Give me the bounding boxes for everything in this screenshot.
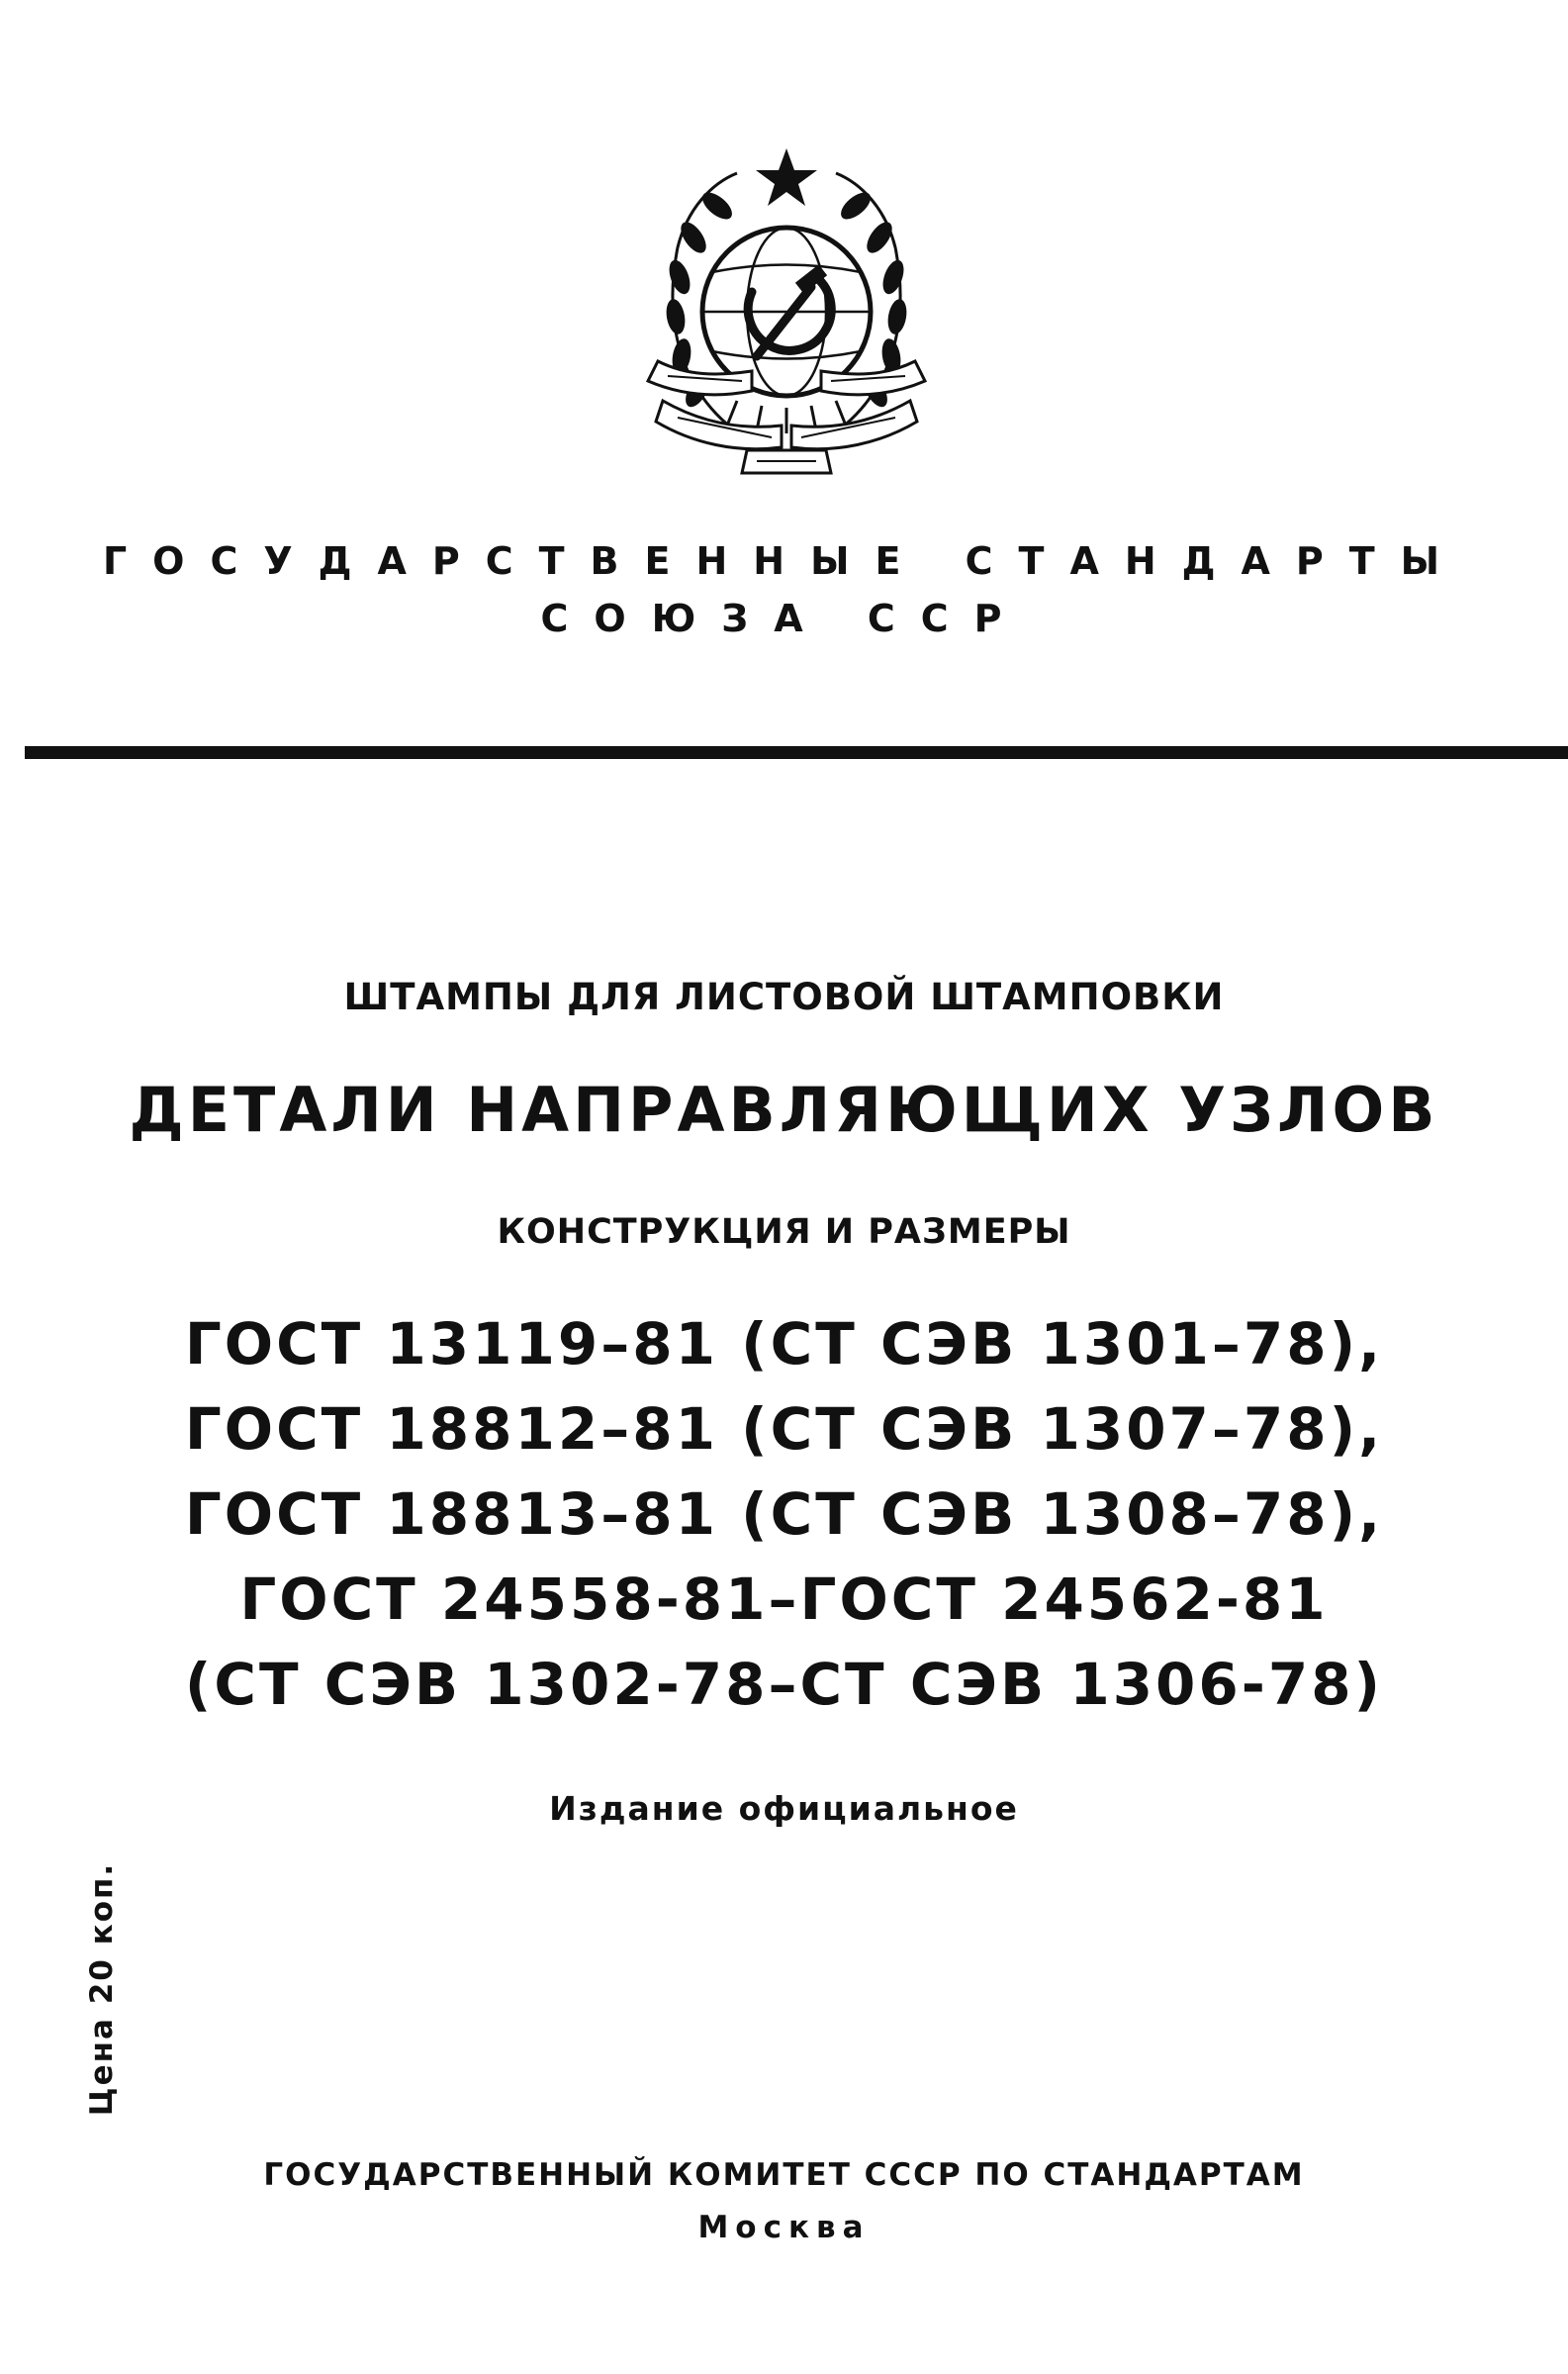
series-title-line1: ГОСУДАРСТВЕННЫЕ СТАНДАРТЫ (102, 539, 1466, 583)
standard-line: ГОСТ 24558-81–ГОСТ 24562-81 (239, 1566, 1329, 1633)
standard-line: (СТ СЭВ 1302-78–СТ СЭВ 1306-78) (184, 1651, 1384, 1718)
standard-line: ГОСТ 18812–81 (СТ СЭВ 1307–78), (184, 1395, 1384, 1463)
standards-list (0, 1301, 1568, 1727)
document-title: ДЕТАЛИ НАПРАВЛЯЮЩИХ УЗЛОВ (129, 1074, 1439, 1146)
series-title-line2: СОЮЗА ССР (540, 597, 1028, 640)
publisher-city: Москва (697, 2210, 871, 2245)
document-subtitle: КОНСТРУКЦИЯ И РАЗМЕРЫ (497, 1212, 1071, 1252)
document-overline: ШТАМПЫ ДЛЯ ЛИСТОВОЙ ШТАМПОВКИ (343, 976, 1225, 1018)
horizontal-divider (25, 746, 1568, 759)
price-label: Цена 20 коп. (84, 1861, 120, 2117)
standard-line: ГОСТ 18813–81 (СТ СЭВ 1308–78), (184, 1480, 1384, 1548)
ussr-state-emblem-icon (618, 129, 955, 505)
standard-line: ГОСТ 13119–81 (СТ СЭВ 1301–78), (184, 1310, 1384, 1377)
edition-label: Издание официальное (549, 1789, 1019, 1828)
publisher-name: ГОСУДАРСТВЕННЫЙ КОМИТЕТ СССР ПО СТАНДАРТАМ (263, 2157, 1305, 2193)
